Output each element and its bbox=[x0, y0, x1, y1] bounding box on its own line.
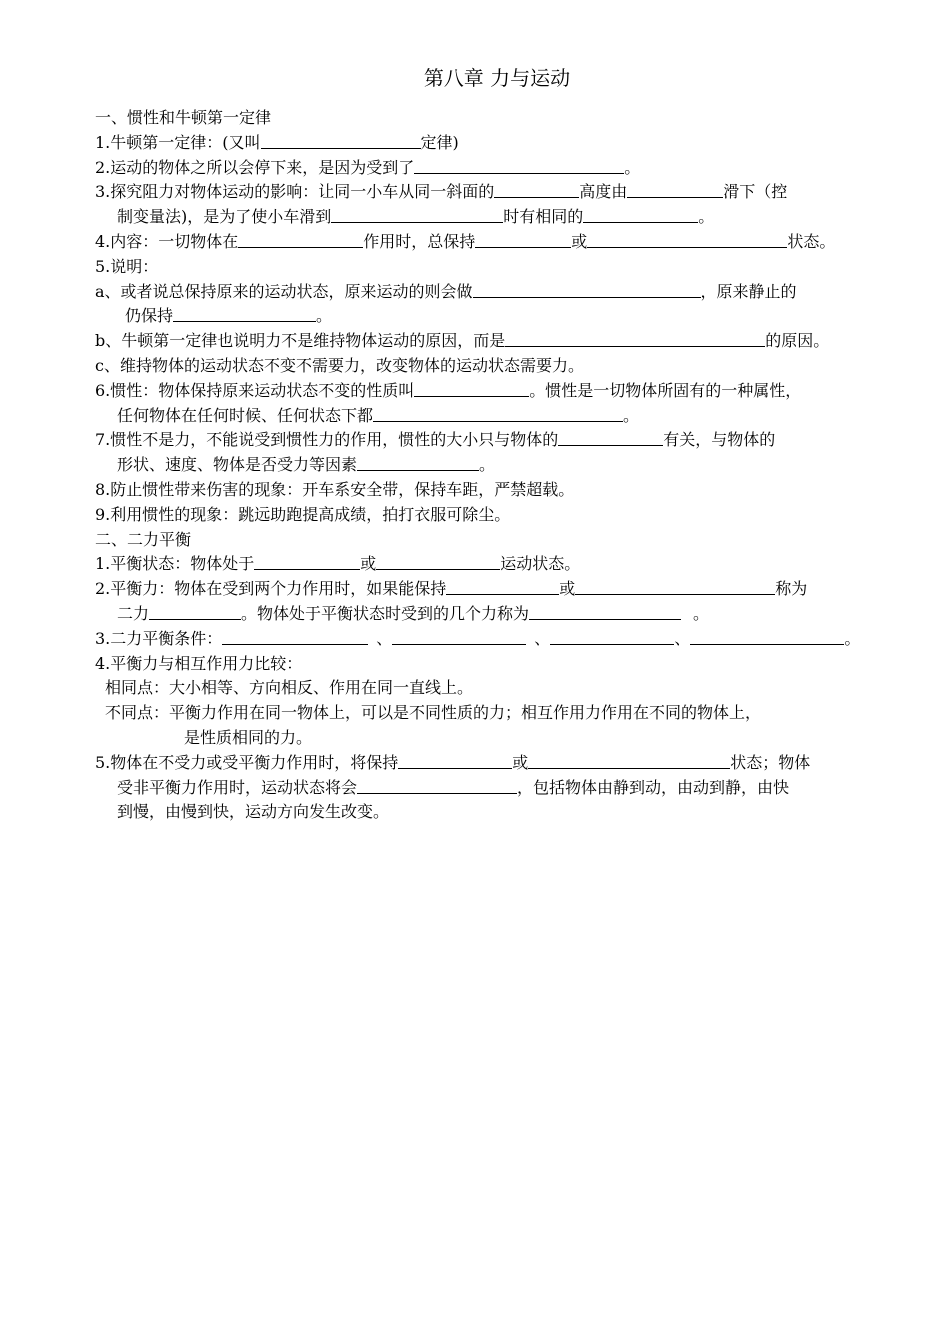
item-a-line bbox=[95, 280, 895, 305]
balance-item-3-line bbox=[95, 627, 895, 652]
item-text: 制变量法)，是为了使小车滑到 bbox=[117, 207, 332, 227]
fill-blank[interactable] bbox=[254, 552, 360, 570]
section-heading-1: 一、惯性和牛顿第一定律 bbox=[95, 108, 272, 127]
item-b-line bbox=[95, 329, 895, 354]
item-text: 作用时，总保持 bbox=[363, 231, 476, 251]
item-3-line-cont bbox=[95, 205, 895, 230]
fill-blank[interactable] bbox=[261, 131, 421, 149]
item-7-line bbox=[95, 428, 895, 453]
item-text: 、 bbox=[376, 628, 393, 648]
balance-item-2-line-cont bbox=[95, 602, 895, 627]
item-text: 或 bbox=[559, 579, 576, 599]
item-text: 。 bbox=[844, 628, 861, 648]
page-title: 第八章 力与运动 bbox=[423, 66, 571, 90]
item-text: 。 bbox=[623, 405, 640, 425]
item-text: 。 bbox=[624, 157, 641, 177]
fill-blank[interactable] bbox=[583, 205, 698, 223]
item-text: 二力 bbox=[117, 603, 150, 623]
fill-blank[interactable] bbox=[690, 627, 844, 645]
item-text: 。 bbox=[693, 603, 710, 623]
item-text: 1.平衡状态：物体处于 bbox=[95, 554, 255, 574]
item-text: 。 bbox=[698, 207, 715, 227]
item-text: 。惯性是一切物体所固有的一种属性， bbox=[529, 380, 802, 400]
item-6-line bbox=[95, 379, 895, 404]
fill-blank[interactable] bbox=[398, 751, 512, 769]
fill-blank[interactable] bbox=[414, 379, 529, 397]
fill-blank[interactable] bbox=[529, 602, 681, 620]
fill-blank[interactable] bbox=[587, 230, 787, 248]
item-5-line: 5.说明： bbox=[95, 256, 159, 276]
item-text: a、或者说总保持原来的运动状态，原来运动的则会做 bbox=[95, 281, 473, 301]
item-text: 6.惯性：物体保持原来运动状态不变的性质叫 bbox=[95, 380, 415, 400]
balance-item-5-line-cont bbox=[95, 776, 895, 801]
item-text: 7.惯性不是力，不能说受到惯性力的作用，惯性的大小只与物体的 bbox=[95, 430, 559, 450]
item-2-line bbox=[95, 156, 895, 181]
fill-blank[interactable] bbox=[446, 577, 559, 595]
item-a-line-cont bbox=[95, 304, 895, 329]
item-1-line bbox=[95, 131, 895, 156]
item-text: 高度由 bbox=[579, 182, 628, 202]
item-text: 。 bbox=[316, 306, 333, 326]
item-text: 3.探究阻力对物体运动的影响：让同一小车从同一斜面的 bbox=[95, 182, 495, 202]
fill-blank[interactable] bbox=[222, 627, 368, 645]
fill-blank[interactable] bbox=[473, 280, 701, 298]
item-6-line-cont bbox=[95, 404, 895, 429]
fill-blank[interactable] bbox=[331, 205, 503, 223]
section-heading-2: 二、二力平衡 bbox=[95, 529, 192, 549]
item-7-line-cont bbox=[95, 453, 895, 478]
item-text: 或 bbox=[360, 554, 377, 574]
item-text: 状态。 bbox=[787, 231, 836, 251]
fill-blank[interactable] bbox=[373, 404, 623, 422]
fill-blank[interactable] bbox=[505, 329, 765, 347]
item-text: 4.内容：一切物体在 bbox=[95, 231, 239, 251]
item-4-line bbox=[95, 230, 895, 255]
balance-item-2-line bbox=[95, 577, 895, 602]
item-text: 3.二力平衡条件： bbox=[95, 628, 223, 648]
fill-blank[interactable] bbox=[528, 751, 730, 769]
item-text: 、 bbox=[674, 628, 691, 648]
item-text: 5.物体在不受力或受平衡力作用时，将保持 bbox=[95, 752, 399, 772]
comparison-diff-line-cont: 是性质相同的力。 bbox=[184, 727, 313, 747]
fill-blank[interactable] bbox=[238, 230, 363, 248]
item-text: 滑下（控 bbox=[723, 182, 788, 202]
fill-blank[interactable] bbox=[475, 230, 571, 248]
item-3-line bbox=[95, 180, 895, 205]
item-text: 定律) bbox=[420, 132, 459, 152]
balance-item-5-line bbox=[95, 751, 895, 776]
item-text: 形状、速度、物体是否受力等因素 bbox=[117, 455, 358, 475]
fill-blank[interactable] bbox=[173, 304, 316, 322]
item-text: b、牛顿第一定律也说明力不是维持物体运动的原因，而是 bbox=[95, 331, 506, 351]
item-text: 或 bbox=[571, 231, 588, 251]
item-text: 2.运动的物体之所以会停下来，是因为受到了 bbox=[95, 157, 415, 177]
item-text: 或 bbox=[512, 752, 529, 772]
balance-item-4-line: 4.平衡力与相互作用力比较： bbox=[95, 653, 303, 673]
fill-blank[interactable] bbox=[149, 602, 241, 620]
item-text: 仍保持 bbox=[125, 306, 174, 326]
item-text: 任何物体在任何时候、任何状态下都 bbox=[117, 405, 374, 425]
fill-blank[interactable] bbox=[414, 156, 624, 174]
item-text: 有关，与物体的 bbox=[663, 430, 776, 450]
balance-item-1-line bbox=[95, 552, 895, 577]
fill-blank[interactable] bbox=[558, 428, 663, 446]
item-text: 运动状态。 bbox=[500, 554, 581, 574]
fill-blank[interactable] bbox=[627, 180, 723, 198]
item-text: 状态；物体 bbox=[730, 752, 811, 772]
item-text: ，原来静止的 bbox=[700, 281, 797, 301]
document-page bbox=[95, 62, 895, 825]
item-text: 称为 bbox=[775, 579, 808, 599]
fill-blank[interactable] bbox=[357, 453, 479, 471]
fill-blank[interactable] bbox=[357, 776, 517, 794]
item-text: 时有相同的 bbox=[503, 207, 584, 227]
item-text: 。 bbox=[479, 455, 496, 475]
fill-blank[interactable] bbox=[575, 577, 775, 595]
comparison-same-line: 相同点：大小相等、方向相反、作用在同一直线上。 bbox=[105, 678, 474, 698]
item-text: 、 bbox=[534, 628, 551, 648]
item-text: 的原因。 bbox=[765, 331, 830, 351]
fill-blank[interactable] bbox=[550, 627, 674, 645]
item-text: ，包括物体由静到动，由动到静，由快 bbox=[517, 777, 790, 797]
fill-blank[interactable] bbox=[392, 627, 526, 645]
item-text: 1.牛顿第一定律：(又叫 bbox=[95, 132, 261, 152]
comparison-diff-line: 不同点：平衡力作用在同一物体上，可以是不同性质的力；相互作用力作用在不同的物体上， bbox=[105, 703, 762, 723]
item-c-line: c、维持物体的运动状态不变不需要力，改变物体的运动状态需要力。 bbox=[95, 355, 584, 375]
item-text: 。物体处于平衡状态时受到的几个力称为 bbox=[241, 603, 530, 623]
fill-blank[interactable] bbox=[494, 180, 579, 198]
item-8-line: 8.防止惯性带来伤害的现象：开车系安全带，保持车距，严禁超载。 bbox=[95, 479, 575, 499]
item-text: 2.平衡力：物体在受到两个力作用时，如果能保持 bbox=[95, 579, 447, 599]
fill-blank[interactable] bbox=[376, 552, 500, 570]
item-9-line: 9.利用惯性的现象：跳远助跑提高成绩，拍打衣服可除尘。 bbox=[95, 504, 511, 524]
balance-item-5-line-cont2: 到慢，由慢到快，运动方向发生改变。 bbox=[117, 802, 390, 822]
item-text: 受非平衡力作用时，运动状态将会 bbox=[117, 777, 358, 797]
